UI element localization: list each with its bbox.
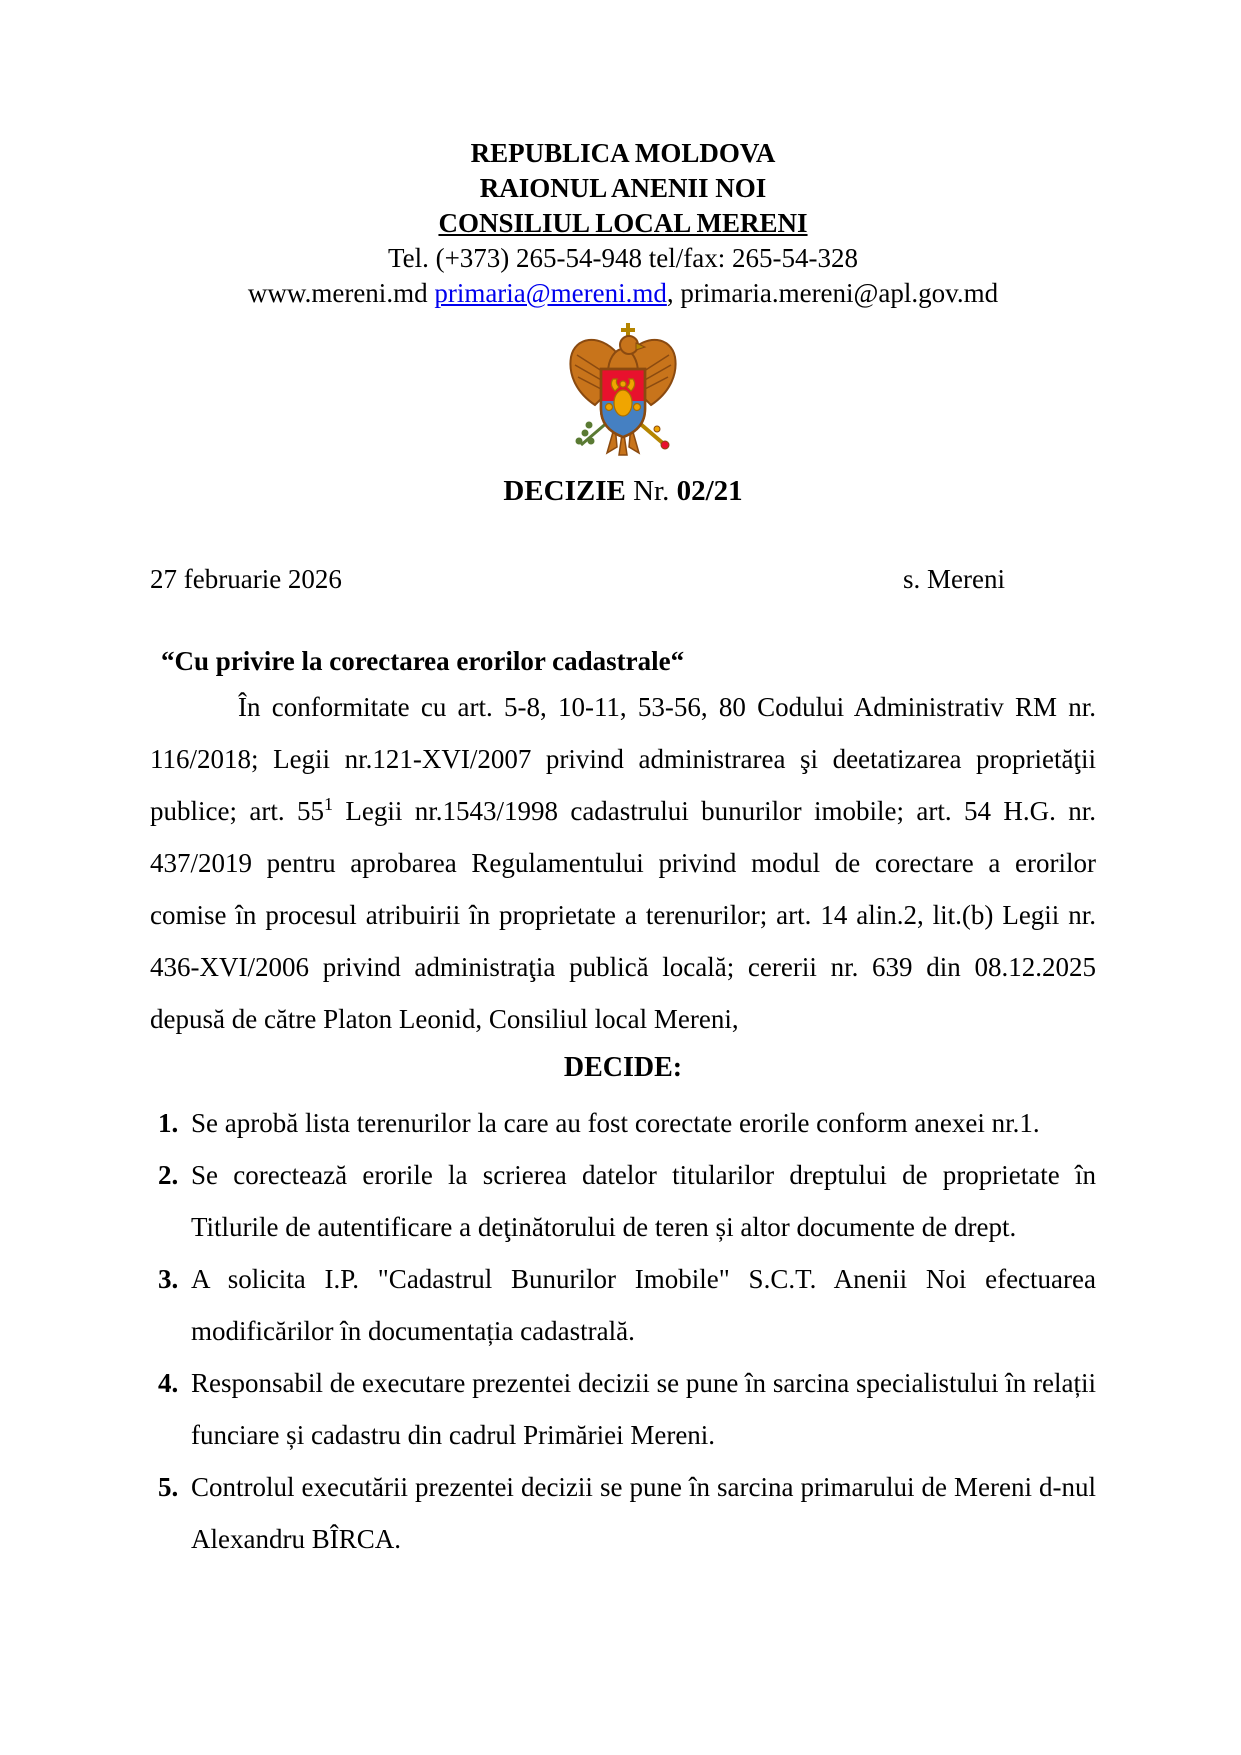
item-text: Se corectează erorile la scrierea datelor titularilor dreptului de proprietate în Titlurile de autentificare a deţinătorului de teren și altor documente de drept. <box>191 1160 1096 1242</box>
decide-heading: DECIDE: <box>563 1052 683 1083</box>
moldova-coat-of-arms-icon <box>565 321 681 459</box>
web-email-line <box>150 276 1096 311</box>
item-text: Controlul executării prezentei decizii se pune în sarcina primarului de Mereni d-nul Alexandru BÎRCA. <box>191 1472 1096 1554</box>
decide-list <box>150 1097 1096 1565</box>
country-name: REPUBLICA MOLDOVA <box>470 138 776 168</box>
list-item <box>150 1097 1096 1149</box>
item-number: 4. <box>158 1368 179 1398</box>
email-secondary-text: , primaria.mereni@apl.gov.md <box>666 278 999 308</box>
item-number: 2. <box>158 1160 179 1190</box>
item-number: 5. <box>158 1472 179 1502</box>
item-number: 1. <box>158 1108 179 1138</box>
decision-label: DECIZIE <box>503 475 626 507</box>
item-text: A solicita I.P. "Cadastrul Bunurilor Imobile" S.C.T. Anenii Noi efectuarea modificărilor în documentația cadastrală. <box>191 1264 1096 1346</box>
decision-nr-label: Nr. <box>625 475 677 507</box>
preamble-superscript: 1 <box>323 794 333 814</box>
letterhead <box>150 136 1096 311</box>
website-text: www.mereni.md <box>247 278 435 308</box>
list-item <box>150 1253 1096 1357</box>
list-item <box>150 1461 1096 1565</box>
decision-number: 02/21 <box>676 475 743 507</box>
decision-place: s. Mereni <box>903 564 1005 594</box>
list-item <box>150 1357 1096 1461</box>
item-number: 3. <box>158 1264 179 1294</box>
phone-line: Tel. (+373) 265-54-948 tel/fax: 265-54-328 <box>388 243 858 273</box>
decision-date: 27 februarie 2026 <box>150 564 342 594</box>
preamble-text-end: Legii nr.1543/1998 cadastrului bunurilor imobile; art. 54 H.G. nr. 437/2019 pentru aprobarea Regulamentului privind modul de corectare a erorilor comise în procesul atribuirii în proprietate a terenurilor; art. 14 alin.2, lit.(b) Legii nr. 436-XVI/2006 privind administraţia publică locală; cererii nr. 639 din 08.12.2025 depusă de către Platon Leonid, Consiliul local Mereni, <box>150 796 1097 1034</box>
dateline-row <box>150 553 1096 605</box>
preamble-paragraph <box>150 681 1096 1045</box>
preamble-text-start: În conformitate cu art. 5-8, 10-11, 53-56, 80 Codului Administrativ RM nr. 116/2018; Legii nr.121-XVI/2007 privind administrarea şi deetatizarea proprietăţii publice; art. 55 <box>150 692 1096 826</box>
item-text: Se aprobă lista terenurilor la care au fost corectate erorile conform anexei nr.1. <box>191 1108 1040 1138</box>
district-name: RAIONUL ANENII NOI <box>479 173 767 203</box>
list-item <box>150 1149 1096 1253</box>
subject-title: “Cu privire la corectarea erorilor cadastrale“ <box>161 646 685 676</box>
coat-of-arms-container <box>150 321 1096 461</box>
item-text: Responsabil de executare prezentei decizii se pune în sarcina specialistului în relații funciare și cadastru din cadrul Primăriei Mereni. <box>191 1368 1096 1450</box>
decision-number-line <box>150 471 1096 511</box>
email-link[interactable]: primaria@mereni.md <box>434 278 667 308</box>
council-name: CONSILIUL LOCAL MERENI <box>438 208 808 238</box>
